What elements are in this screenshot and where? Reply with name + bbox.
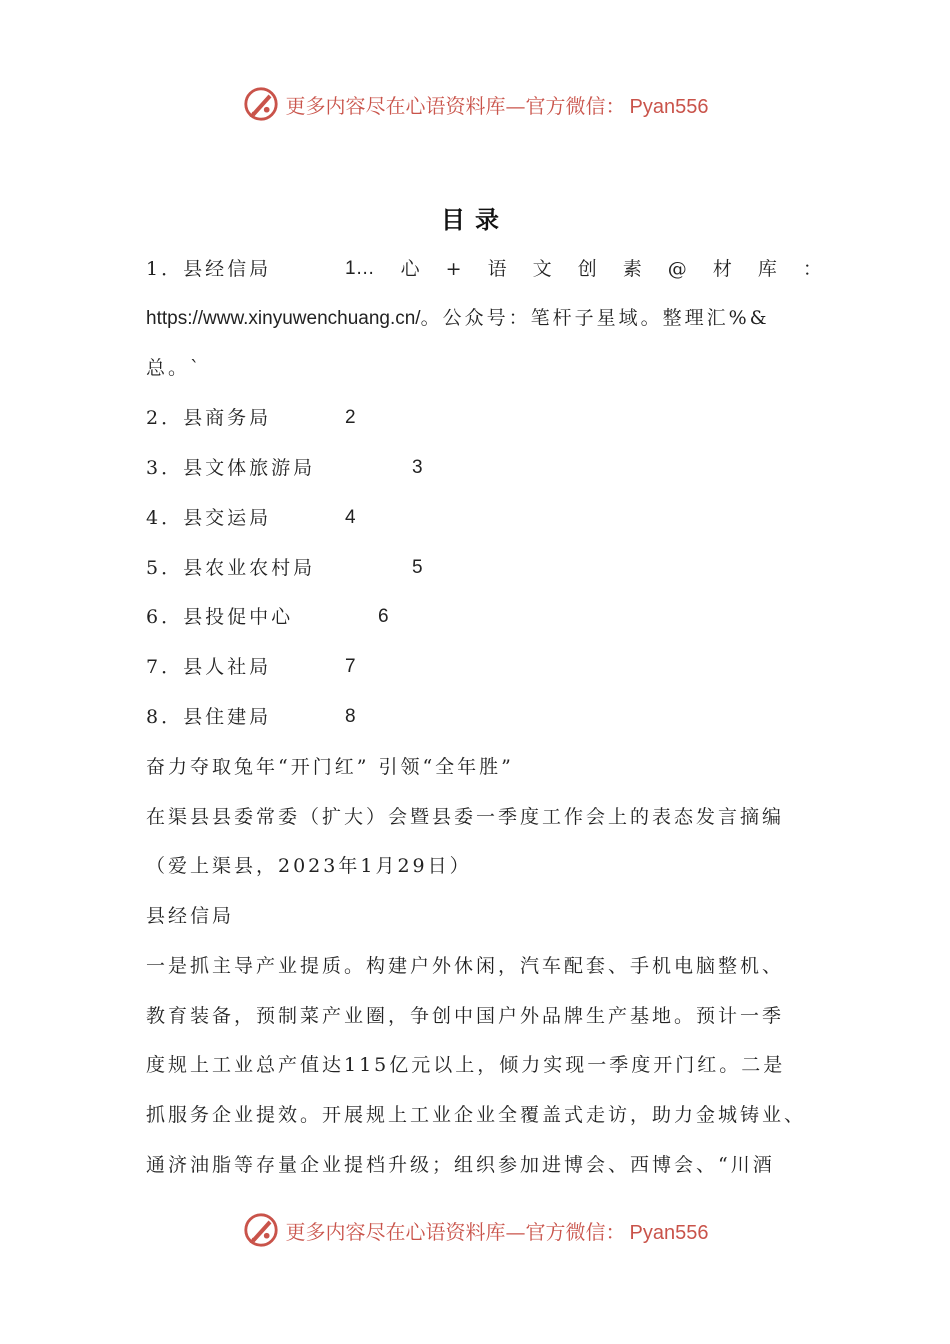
- toc-title: 目录: [441, 205, 509, 234]
- spread-char: +: [445, 258, 462, 280]
- spread-char: 素: [622, 258, 642, 280]
- paragraph-line: 抓服务企业提效。开展规上工业企业全覆盖式走访，助力金城铸业、: [146, 1104, 807, 1126]
- spread-char: 库: [757, 258, 777, 280]
- pen-logo-icon: [242, 85, 280, 123]
- toc-item-page: 6: [378, 606, 389, 627]
- website-link[interactable]: https://www.xinyuwenchuang.cn/: [146, 308, 421, 329]
- article-heading: 奋力夺取兔年“开门红” 引领“全年胜”: [146, 756, 514, 778]
- spread-char: @: [667, 258, 687, 280]
- toc-item-page: 8: [345, 706, 356, 727]
- toc-item-page: 5: [412, 557, 423, 578]
- toc-item-1-tail: 总。`: [146, 357, 203, 379]
- spread-char: 材: [712, 258, 732, 280]
- section-title: 县经信局: [146, 905, 235, 927]
- footer-wechat-id: Pyan556: [629, 1221, 709, 1244]
- toc-item-1-label: 1．县经信局: [146, 258, 272, 280]
- toc-item-label: 2．县商务局: [146, 407, 272, 429]
- toc-item-page: 7: [345, 656, 356, 677]
- article-source: （爱上渠县，2023年1月29日）: [146, 855, 472, 877]
- spread-char: 创: [577, 258, 597, 280]
- footer-banner: [0, 1208, 950, 1252]
- paragraph-line: 一是抓主导产业提质。构建户外休闲，汽车配套、手机电脑整机、: [146, 955, 785, 977]
- header-banner-text: 更多内容尽在心语资料库—官方微信： Pyan556: [285, 93, 709, 118]
- toc-item-label: 8．县住建局: [146, 706, 272, 728]
- toc-item-label: 6．县投促中心: [146, 606, 294, 628]
- header-banner: [0, 82, 950, 126]
- header-wechat-id: Pyan556: [629, 95, 709, 118]
- article-subheading: 在渠县县委常委（扩大）会暨县委一季度工作会上的表态发言摘编: [146, 806, 785, 828]
- paragraph-line: 教育装备，预制菜产业圈，争创中国户外品牌生产基地。预计一季: [146, 1005, 785, 1027]
- toc-item-label: 3．县文体旅游局: [146, 457, 316, 479]
- spread-char: 语: [487, 258, 507, 280]
- spread-char: 1…: [345, 258, 375, 279]
- paragraph-line: 度规上工业总产值达115亿元以上，倾力实现一季度开门红。二是: [146, 1054, 786, 1076]
- footer-banner-text: 更多内容尽在心语资料库—官方微信： Pyan556: [285, 1219, 709, 1244]
- toc-item-label: 5．县农业农村局: [146, 557, 316, 579]
- spread-char: 文: [532, 258, 552, 280]
- toc-item-page: 2: [345, 407, 356, 428]
- toc-item-label: 7．县人社局: [146, 656, 272, 678]
- pen-logo-icon: [242, 1211, 280, 1249]
- toc-item-page: 4: [345, 507, 356, 528]
- toc-item-1-url-line: https://www.xinyuwenchuang.cn/。公众号：笔杆子星域。整理汇%&: [146, 307, 770, 329]
- paragraph-line: 通济油脂等存量企业提档升级；组织参加进博会、西博会、“川酒: [146, 1154, 775, 1176]
- toc-item-label: 4．县交运局: [146, 507, 272, 529]
- spread-char: 心: [400, 258, 420, 280]
- toc-item-1-spread: [345, 256, 822, 282]
- toc-item-page: 3: [412, 457, 423, 478]
- spread-char: ：: [802, 258, 822, 280]
